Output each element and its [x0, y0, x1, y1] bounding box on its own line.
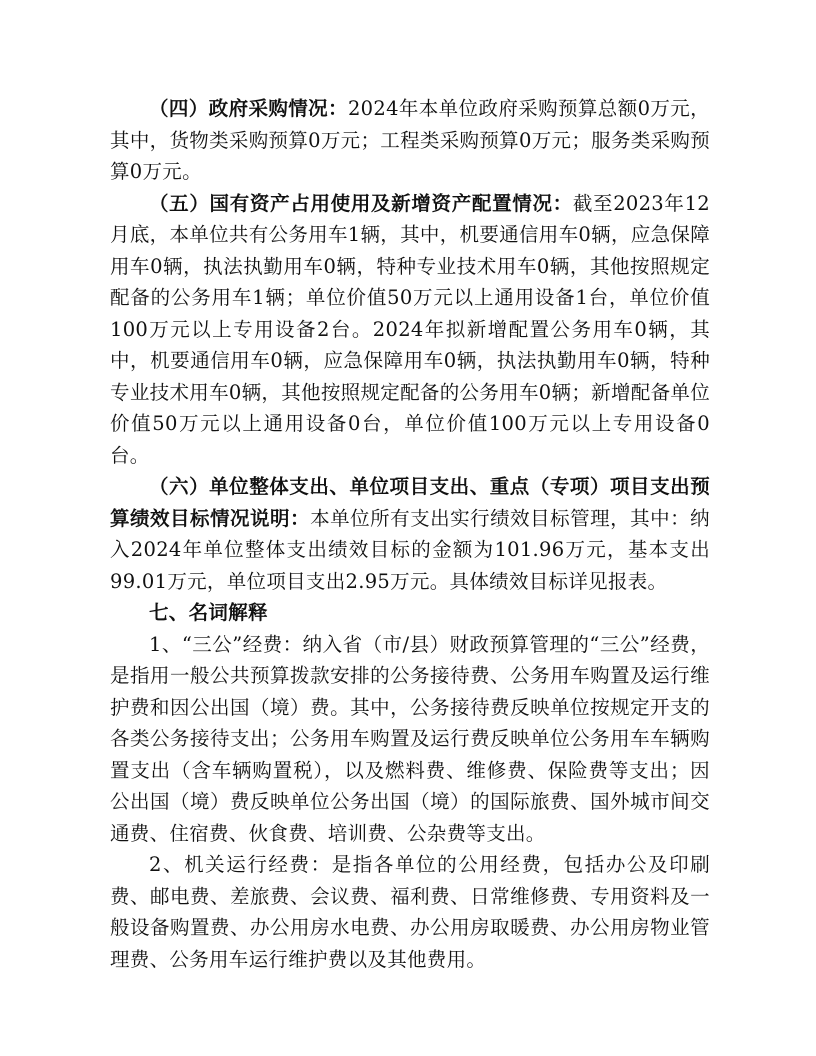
- definition-operating-expenses: 2、机关运行经费：是指各单位的公用经费，包括办公及印刷费、邮电费、差旅费、会议费、福利费、日常维修费、专用资料及一般设备购置费、办公用房水电费、办公用房取暖费、办公用房物业管理费、公务用车运行维护费以及其他费用。: [110, 853, 710, 971]
- paragraph-heading: （五）国有资产占用使用及新增资产配置情况：: [149, 191, 573, 215]
- section-title: 七、名词解释: [149, 601, 268, 624]
- paragraph-state-assets: [110, 188, 710, 472]
- definition-three-public-expenses: 1、“三公”经费：纳入省（市/县）财政预算管理的“三公”经费，是指用一般公共预算拨款安排的公务接待费、公务用车购置及运行维护费和因公出国（境）费。其中，公务接待费反映单位按规定开支的各类公务接待支出；公务用车购置及运行费反映单位公务用车车辆购置支出（含车辆购置税），以及燃料费、维修费、保险费等支出；因公出国（境）费反映单位公务出国（境）的国际旅费、国外城市间交通费、住宿费、伙食费、培训费、公杂费等支出。: [110, 632, 710, 845]
- paragraph-text: 截至2023年12月底，本单位共有公务用车1辆，其中，机要通信用车0辆，应急保障用车0辆，执法执勤用车0辆，特种专业技术用车0辆，其他按照规定配备的公务用车1辆；单位价值50万元以上通用设备1台，单位价值100万元以上专用设备2台。2024年拟新增配置公务用车0辆，其中，机要通信用车0辆，应急保障用车0辆，执法执勤用车0辆，特种专业技术用车0辆，其他按照规定配备的公务用车0辆；新增配备单位价值50万元以上通用设备0台，单位价值100万元以上专用设备0台。: [110, 191, 710, 467]
- paragraph-performance-goals: [110, 471, 710, 597]
- document-page: [110, 93, 710, 975]
- paragraph-heading: （四）政府采购情况：: [149, 97, 348, 120]
- paragraph-text: 本单位所有支出实行绩效目标管理，其中：纳入2024年单位整体支出绩效目标的金额为101.96万元，基本支出99.01万元，单位项目支出2.95万元。具体绩效目标详见报表。: [110, 506, 710, 593]
- paragraph-text: 2024年本单位政府采购预算总额0万元，其中，货物类采购预算0万元；工程类采购预算0万元；服务类采购预算0万元。: [110, 97, 710, 183]
- paragraph-government-procurement: [110, 93, 710, 188]
- paragraph-heading: （六）单位整体支出、单位项目支出、重点（专项）项目支出预算绩效目标情况说明：: [110, 475, 710, 530]
